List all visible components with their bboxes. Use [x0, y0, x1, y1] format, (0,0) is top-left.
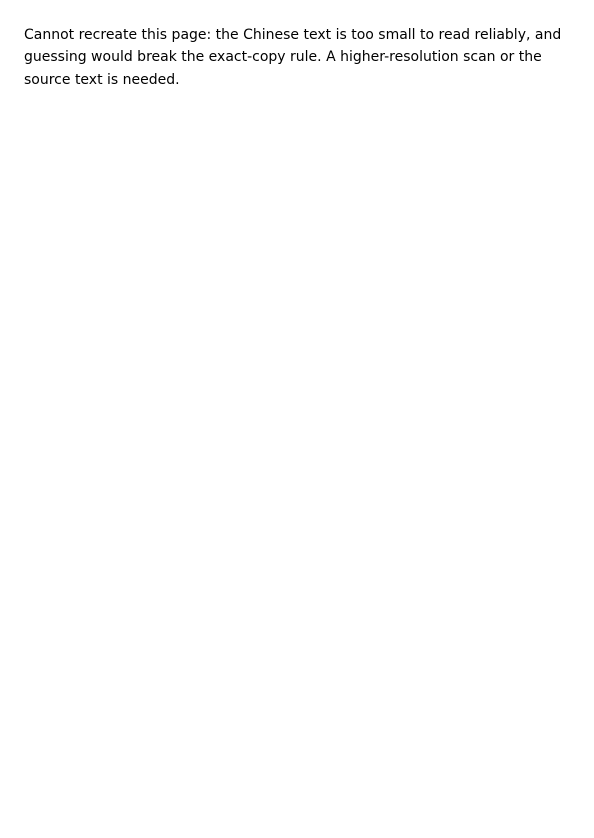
notice: Cannot recreate this page: the Chinese text is too small to read reliably, and guessing would break the exact-copy rule. A higher-resolution scan or the source text is needed. — [24, 27, 562, 88]
